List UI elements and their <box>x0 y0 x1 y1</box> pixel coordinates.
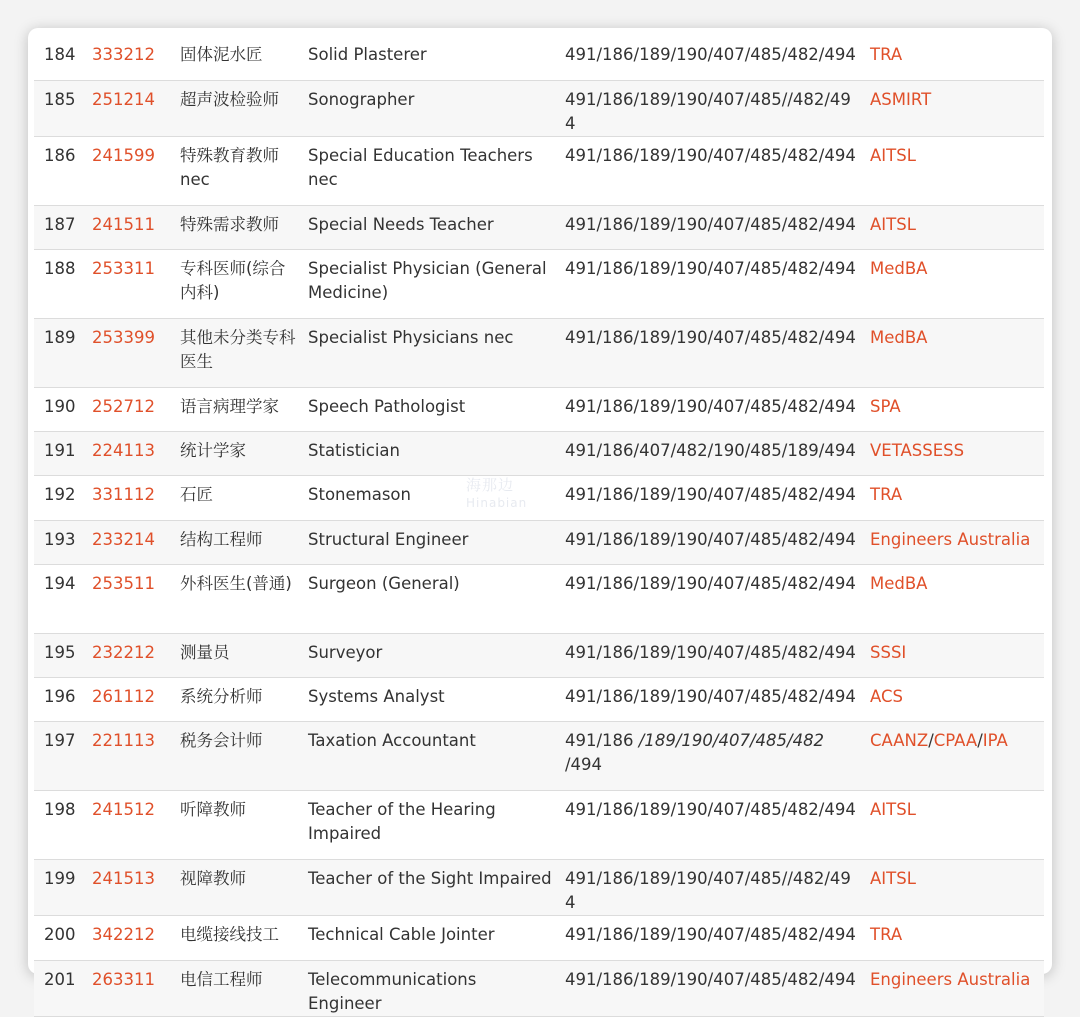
table-row <box>34 916 1044 960</box>
occupation-name-cn: 电信工程师 <box>180 960 308 1016</box>
visa-subclasses: 491/186/189/190/407/485/482/494 <box>565 387 870 431</box>
occupation-name-en: Surgeon (General) <box>308 564 565 633</box>
occupation-name-cn: 特殊需求教师 <box>180 205 308 249</box>
occupation-code-link[interactable]: 333212 <box>92 36 180 80</box>
watermark-cn: 海那边 <box>466 476 515 494</box>
occupation-name-cn: 听障教师 <box>180 791 308 860</box>
occupation-name-cn: 测量员 <box>180 633 308 677</box>
table-row <box>34 432 1044 476</box>
occupation-name-en: Speech Pathologist <box>308 387 565 431</box>
table-row <box>34 80 1044 136</box>
occupation-name-cn: 其他未分类专科医生 <box>180 318 308 387</box>
visa-subclasses: 491/186/189/190/407/485/482/494 <box>565 564 870 633</box>
assessing-authority-link[interactable]: AITSL <box>870 205 1044 249</box>
occupation-name-cn: 石匠 <box>180 476 308 520</box>
table-row <box>34 633 1044 677</box>
row-number: 193 <box>34 520 92 564</box>
assessing-authority-link[interactable]: Engineers Australia <box>870 960 1044 1016</box>
occupation-name-cn: 超声波检验师 <box>180 80 308 136</box>
separator: / <box>977 731 983 751</box>
occupation-name-en: Sonographer <box>308 80 565 136</box>
occupation-name-cn: 统计学家 <box>180 432 308 476</box>
assessing-authority-link[interactable]: TRA <box>870 36 1044 80</box>
occupation-name-en: Special Needs Teacher <box>308 205 565 249</box>
assessing-authority-link[interactable]: ASMIRT <box>870 80 1044 136</box>
occupation-name-en: Statistician <box>308 432 565 476</box>
occupation-name-cn: 外科医生(普通) <box>180 564 308 633</box>
assessing-authority-link[interactable]: Engineers Australia <box>870 520 1044 564</box>
row-number: 194 <box>34 564 92 633</box>
table-row <box>34 318 1044 387</box>
occupation-name-cn: 专科医师(综合内科) <box>180 249 308 318</box>
occupation-code-link[interactable]: 253311 <box>92 249 180 318</box>
visa-subclasses: 491/186/189/190/407/485/482/494 <box>565 633 870 677</box>
occupation-name-en: Solid Plasterer <box>308 36 565 80</box>
assessing-authority-link[interactable]: ACS <box>870 678 1044 722</box>
row-number: 191 <box>34 432 92 476</box>
assessing-authority-link[interactable]: MedBA <box>870 318 1044 387</box>
occupation-code-link[interactable]: 251214 <box>92 80 180 136</box>
assessing-authority-link[interactable]: AITSL <box>870 136 1044 205</box>
occupation-code-link[interactable]: 253511 <box>92 564 180 633</box>
occupation-code-link[interactable]: 263311 <box>92 960 180 1016</box>
occupation-name-en: Structural Engineer <box>308 520 565 564</box>
assessing-authority-link[interactable]: MedBA <box>870 564 1044 633</box>
occupation-name-en: Teacher of the Hearing Impaired <box>308 791 565 860</box>
assessing-authority-link[interactable]: MedBA <box>870 249 1044 318</box>
visa-subclasses: 491/186/189/190/407/485/482/494 <box>565 960 870 1016</box>
occupation-name-en: Technical Cable Jointer <box>308 916 565 960</box>
separator: / <box>928 731 934 751</box>
assessing-authority-link[interactable]: CAANZ <box>870 731 929 751</box>
table-row <box>34 387 1044 431</box>
table-row <box>34 249 1044 318</box>
occupation-name-cn: 特殊教育教师nec <box>180 136 308 205</box>
visa-subclasses: 491/186/189/190/407/485/482/494 <box>565 249 870 318</box>
assessing-authority-link[interactable]: CPAA <box>933 731 978 751</box>
occupation-code-link[interactable]: 241513 <box>92 860 180 916</box>
table-row <box>34 678 1044 722</box>
visa-subclasses: 491/186/189/190/407/485/482/494 <box>565 205 870 249</box>
occupation-name-cn: 系统分析师 <box>180 678 308 722</box>
row-number: 198 <box>34 791 92 860</box>
visa-subclasses: 491/186/189/190/407/485/482/494 <box>565 520 870 564</box>
visa-subclasses: 491/186/189/190/407/485//482/494 <box>565 860 870 916</box>
occupation-name-en: Teacher of the Sight Impaired <box>308 860 565 916</box>
occupation-code-link[interactable]: 221113 <box>92 722 180 791</box>
row-number: 192 <box>34 476 92 520</box>
occupation-name-en: Telecommunications Engineer <box>308 960 565 1016</box>
occupation-code-link[interactable]: 342212 <box>92 916 180 960</box>
assessing-authority-link[interactable]: TRA <box>870 916 1044 960</box>
row-number: 186 <box>34 136 92 205</box>
assessing-authority-link[interactable]: SPA <box>870 387 1044 431</box>
visa-subclasses: 491/186/189/190/407/485/482/494 <box>565 476 870 520</box>
table-row <box>34 476 1044 520</box>
visa-subclasses: 491/186/189/190/407/485/482/494 <box>565 136 870 205</box>
assessing-authorities <box>870 722 1044 791</box>
occupation-list-card <box>28 28 1052 1013</box>
table-row <box>34 960 1044 1016</box>
visa-subclasses: 491/186/189/190/407/485/482/494 <box>565 678 870 722</box>
occupation-name-cn: 电缆接线技工 <box>180 916 308 960</box>
row-number: 199 <box>34 860 92 916</box>
occupation-code-link[interactable]: 261112 <box>92 678 180 722</box>
visa-subclasses: 491/186/407/482/190/485/189/494 <box>565 432 870 476</box>
row-number: 195 <box>34 633 92 677</box>
row-number: 184 <box>34 36 92 80</box>
assessing-authority-link[interactable]: TRA <box>870 476 1044 520</box>
row-number: 190 <box>34 387 92 431</box>
table-row <box>34 520 1044 564</box>
visa-part-b-italic: /189/190/407/485/482 <box>638 731 825 751</box>
visa-subclasses: 491/186/189/190/407/485/482/494 <box>565 36 870 80</box>
occupation-name-cn: 税务会计师 <box>180 722 308 791</box>
row-number: 196 <box>34 678 92 722</box>
occupation-name-en: Stonemason <box>308 476 565 520</box>
assessing-authority-link[interactable]: SSSI <box>870 633 1044 677</box>
table-row <box>34 860 1044 916</box>
visa-subclasses: 491/186/189/190/407/485/482/494 <box>565 791 870 860</box>
assessing-authority-link[interactable]: VETASSESS <box>870 432 1044 476</box>
row-number: 201 <box>34 960 92 1016</box>
table-row <box>34 136 1044 205</box>
occupation-code-link[interactable]: 253399 <box>92 318 180 387</box>
occupation-code-link[interactable]: 232212 <box>92 633 180 677</box>
occupation-name-en: Specialist Physician (General Medicine) <box>308 249 565 318</box>
table-row <box>34 36 1044 80</box>
visa-subclasses: 491/186/189/190/407/485//482/494 <box>565 80 870 136</box>
occupation-code-link[interactable]: 252712 <box>92 387 180 431</box>
occupation-name-en: Surveyor <box>308 633 565 677</box>
occupation-code-link[interactable]: 233214 <box>92 520 180 564</box>
row-number: 188 <box>34 249 92 318</box>
table-row <box>34 205 1044 249</box>
row-number: 197 <box>34 722 92 791</box>
occupation-name-cn: 结构工程师 <box>180 520 308 564</box>
occupation-table <box>34 36 1044 1017</box>
occupation-name-en: Special Education Teachers nec <box>308 136 565 205</box>
occupation-name-cn: 视障教师 <box>180 860 308 916</box>
table-row <box>34 722 1044 791</box>
visa-part-a: 491/186 <box>565 731 639 751</box>
occupation-code-link[interactable]: 241599 <box>92 136 180 205</box>
occupation-code-link[interactable]: 224113 <box>92 432 180 476</box>
occupation-name-en: Specialist Physicians nec <box>308 318 565 387</box>
occupation-code-link[interactable]: 241512 <box>92 791 180 860</box>
occupation-code-link[interactable]: 331112 <box>92 476 180 520</box>
assessing-authority-link[interactable]: AITSL <box>870 860 1044 916</box>
table-row <box>34 791 1044 860</box>
row-number: 189 <box>34 318 92 387</box>
visa-subclasses: 491/186/189/190/407/485/482/494 <box>565 318 870 387</box>
row-number: 187 <box>34 205 92 249</box>
visa-part-c: /494 <box>565 755 603 775</box>
table-row <box>34 564 1044 633</box>
occupation-name-en: Taxation Accountant <box>308 722 565 791</box>
occupation-name-en: Systems Analyst <box>308 678 565 722</box>
occupation-code-link[interactable]: 241511 <box>92 205 180 249</box>
assessing-authority-link[interactable]: AITSL <box>870 791 1044 860</box>
visa-subclasses <box>565 722 870 791</box>
row-number: 185 <box>34 80 92 136</box>
occupation-name-cn: 语言病理学家 <box>180 387 308 431</box>
assessing-authority-link[interactable]: IPA <box>982 731 1008 751</box>
visa-subclasses: 491/186/189/190/407/485/482/494 <box>565 916 870 960</box>
row-number: 200 <box>34 916 92 960</box>
watermark-en: Hinabian <box>466 496 528 510</box>
occupation-name-cn: 固体泥水匠 <box>180 36 308 80</box>
